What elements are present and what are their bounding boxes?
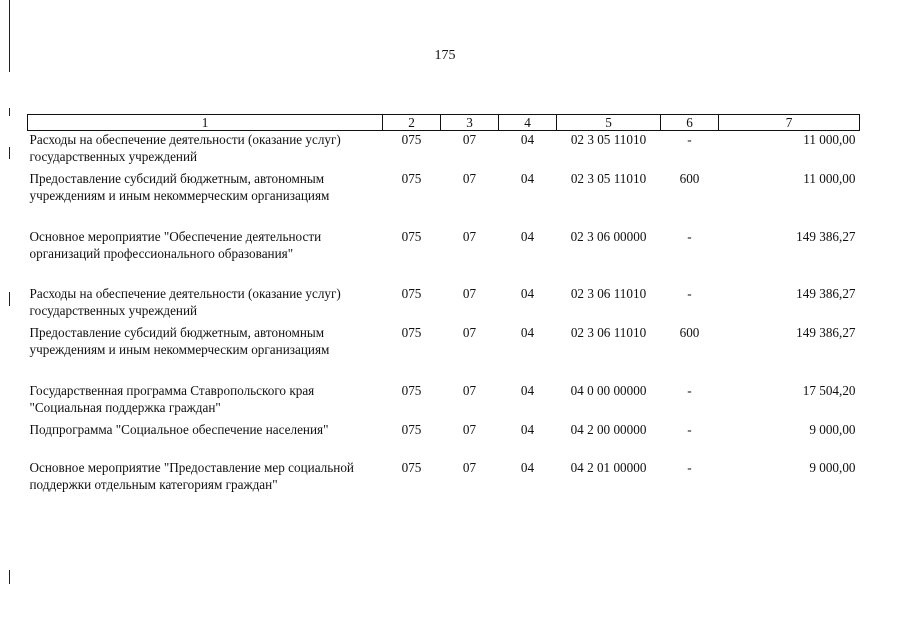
row-section-code: 07 — [462, 228, 477, 244]
row-amount: 11 000,00 — [803, 170, 856, 186]
row-expense-type: - — [687, 382, 692, 398]
row-subsection-code: 04 — [520, 132, 535, 147]
row-ministry-code: 075 — [401, 170, 422, 186]
table-row — [28, 421, 860, 459]
row-amount: 9 000,00 — [809, 459, 856, 475]
scan-artifact-line — [9, 108, 10, 116]
row-expense-type: - — [687, 132, 692, 147]
row-amount: 9 000,00 — [809, 421, 856, 437]
row-expense-type: 600 — [679, 170, 700, 186]
row-section-code: 07 — [462, 132, 477, 147]
scan-artifact-line — [9, 292, 10, 306]
row-section-code: 07 — [462, 324, 477, 340]
scan-artifact-line — [9, 147, 10, 159]
column-header-6: 6 — [661, 115, 719, 131]
row-name: Расходы на обеспечение деятельности (оказание услуг) государственных учреждений — [29, 285, 341, 318]
column-header-7: 7 — [719, 115, 860, 131]
row-subsection-code: 04 — [520, 382, 535, 398]
row-amount: 17 504,20 — [802, 382, 856, 398]
row-subsection-code: 04 — [520, 285, 535, 301]
row-amount: 11 000,00 — [803, 132, 856, 147]
page-number: 175 — [434, 48, 456, 63]
row-expense-type: - — [687, 459, 692, 475]
row-amount: 149 386,27 — [796, 285, 856, 301]
row-target-code: 04 0 00 00000 — [570, 382, 647, 398]
row-section-code: 07 — [462, 170, 477, 186]
row-expense-type: 600 — [679, 324, 700, 340]
row-ministry-code: 075 — [401, 228, 422, 244]
row-name: Основное мероприятие "Обеспечение деятельности организаций профессионального образования" — [29, 228, 322, 261]
scan-artifact-line — [9, 0, 10, 72]
row-ministry-code: 075 — [401, 421, 422, 437]
row-ministry-code: 075 — [401, 459, 422, 475]
row-section-code: 07 — [462, 459, 477, 475]
row-amount: 149 386,27 — [796, 228, 856, 244]
row-ministry-code: 075 — [401, 382, 422, 398]
row-name: Подпрограмма "Социальное обеспечение населения" — [29, 421, 329, 437]
row-expense-type: - — [687, 421, 692, 437]
table-header-row — [28, 115, 860, 131]
row-ministry-code: 075 — [401, 324, 422, 340]
row-target-code: 02 3 06 11010 — [570, 285, 647, 301]
row-target-code: 04 2 01 00000 — [570, 459, 647, 475]
row-expense-type: - — [687, 228, 692, 244]
row-ministry-code: 075 — [401, 285, 422, 301]
row-name: Предоставление субсидий бюджетным, автономным учреждениям и иным некоммерческим организациям — [29, 324, 330, 357]
row-subsection-code: 04 — [520, 459, 535, 475]
row-target-code: 04 2 00 00000 — [570, 421, 647, 437]
row-subsection-code: 04 — [520, 421, 535, 437]
row-subsection-code: 04 — [520, 228, 535, 244]
row-subsection-code: 04 — [520, 324, 535, 340]
column-header-3: 3 — [441, 115, 499, 131]
row-name: Предоставление субсидий бюджетным, автономным учреждениям и иным некоммерческим организациям — [29, 170, 330, 203]
row-name: Расходы на обеспечение деятельности (оказание услуг) государственных учреждений — [29, 132, 341, 164]
row-section-code: 07 — [462, 285, 477, 301]
row-section-code: 07 — [462, 421, 477, 437]
table-row — [28, 382, 860, 421]
column-header-1: 1 — [28, 115, 383, 131]
column-header-2: 2 — [383, 115, 441, 131]
scan-artifact-line — [9, 570, 10, 584]
row-amount: 149 386,27 — [796, 324, 856, 340]
table-row — [28, 459, 860, 515]
table-row — [28, 131, 860, 170]
table-row — [28, 324, 860, 382]
row-section-code: 07 — [462, 382, 477, 398]
row-target-code: 02 3 05 11010 — [570, 132, 647, 147]
row-target-code: 02 3 06 11010 — [570, 324, 647, 340]
row-ministry-code: 075 — [401, 132, 422, 147]
row-target-code: 02 3 06 00000 — [570, 228, 647, 244]
table-row — [28, 285, 860, 324]
table-row — [28, 170, 860, 228]
table-row — [28, 228, 860, 285]
budget-table — [27, 114, 860, 515]
row-target-code: 02 3 05 11010 — [570, 170, 647, 186]
row-expense-type: - — [687, 285, 692, 301]
row-name: Государственная программа Ставропольского края "Социальная поддержка граждан" — [29, 382, 315, 415]
row-subsection-code: 04 — [520, 170, 535, 186]
column-header-4: 4 — [499, 115, 557, 131]
column-header-5: 5 — [557, 115, 661, 131]
row-name: Основное мероприятие "Предоставление мер социальной поддержки отдельным категориям граждан" — [29, 459, 354, 492]
